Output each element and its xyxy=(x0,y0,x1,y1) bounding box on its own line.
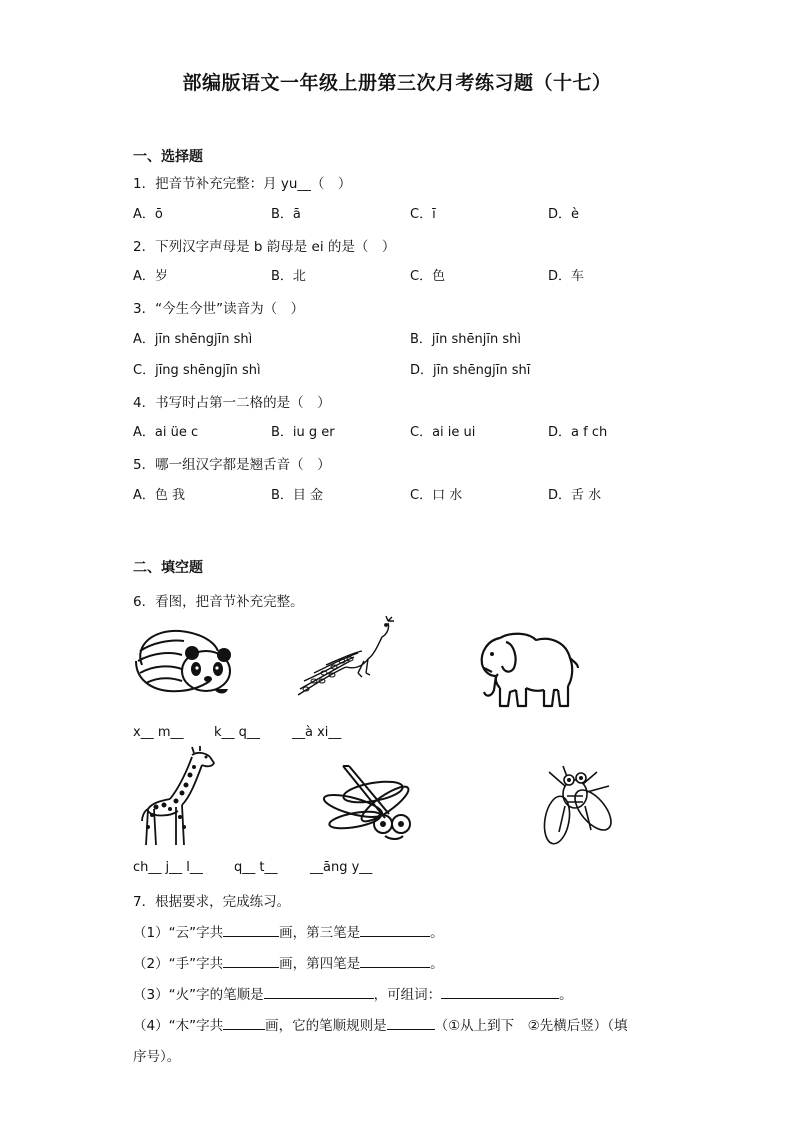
q4-option-b[interactable]: B．iu g er xyxy=(271,425,335,440)
q7-sub2-text-b: 画，第四笔是 xyxy=(279,956,361,972)
q7-sub3-blank-word[interactable] xyxy=(441,984,559,999)
page-title: 部编版语文一年级上册第三次月考练习题（十七） xyxy=(182,72,612,94)
elephant-picture xyxy=(470,628,582,712)
giraffe-picture xyxy=(130,745,220,849)
q1-option-d[interactable]: D．è xyxy=(548,207,580,222)
q7-sub3-text-b: ，可组词： xyxy=(373,987,442,1003)
q4-option-a[interactable]: A．ai üe c xyxy=(133,425,199,440)
q7-sub3-text-a: （3）“火”字的笔顺是 xyxy=(133,987,264,1003)
q7-sub3-blank-stroke-order[interactable] xyxy=(264,984,374,999)
q1-option-a[interactable]: A．ō xyxy=(133,207,163,222)
q6-blank-giraffe[interactable]: ch__ j__ l__ xyxy=(133,860,203,875)
q3-option-a[interactable]: A．jīn shēngjīn shì xyxy=(133,332,253,347)
q6-blank-panda[interactable]: x__ m__ xyxy=(133,725,184,740)
q7-sub2-blank-strokes[interactable] xyxy=(223,953,279,968)
question-3-stem: 3．“今生今世”读音为（ ） xyxy=(133,301,305,317)
q7-sub3 xyxy=(133,983,573,1003)
q7-sub4-text-c: （①从上到下 ②先横后竖）（填 xyxy=(434,1018,628,1034)
q7-sub1 xyxy=(133,921,444,941)
q5-option-a[interactable]: A．色 我 xyxy=(133,488,186,503)
q1-option-c[interactable]: C．ī xyxy=(410,207,436,222)
question-6-stem: 6．看图，把音节补充完整。 xyxy=(133,594,304,610)
q7-sub1-text-a: （1）“云”字共 xyxy=(133,925,224,941)
q7-sub1-blank-third-stroke[interactable] xyxy=(360,922,430,937)
question-4-stem: 4．书写时占第一二格的是（ ） xyxy=(133,395,331,411)
q3-option-d[interactable]: D．jīn shēngjīn shī xyxy=(410,363,531,378)
q7-sub1-blank-strokes[interactable] xyxy=(223,922,279,937)
q7-sub4-text-a: （4）“木”字共 xyxy=(133,1018,224,1034)
panda-picture xyxy=(130,625,238,697)
q7-sub4-continued: 序号）。 xyxy=(133,1049,181,1065)
q7-sub2 xyxy=(133,952,444,972)
q7-sub4-blank-strokes[interactable] xyxy=(223,1015,265,1030)
q7-sub4 xyxy=(133,1014,628,1034)
dragonfly-picture xyxy=(315,762,425,842)
q7-sub1-text-c: 。 xyxy=(430,925,444,941)
q5-option-d[interactable]: D．舌 水 xyxy=(548,488,602,503)
peacock-picture xyxy=(292,615,400,703)
q7-sub4-text-b: 画，它的笔顺规则是 xyxy=(265,1018,387,1034)
q1-option-b[interactable]: B．ā xyxy=(271,207,301,222)
q6-blank-elephant[interactable]: __à xi__ xyxy=(292,725,342,740)
q6-blank-peacock[interactable]: k__ q__ xyxy=(214,725,260,740)
q3-option-b[interactable]: B．jīn shēnjīn shì xyxy=(410,332,521,347)
q7-sub1-text-b: 画，第三笔是 xyxy=(279,925,361,941)
q6-blank-fly[interactable]: __āng y__ xyxy=(310,860,373,875)
q4-option-c[interactable]: C．ai ie ui xyxy=(410,425,476,440)
q7-sub2-blank-fourth-stroke[interactable] xyxy=(360,953,430,968)
q2-option-a[interactable]: A．岁 xyxy=(133,269,168,284)
q7-sub4-blank-rule[interactable] xyxy=(387,1015,435,1030)
q5-option-c[interactable]: C．口 水 xyxy=(410,488,463,503)
question-1-stem: 1．把音节补充完整：月 yu__（ ） xyxy=(133,176,352,192)
q7-sub3-text-c: 。 xyxy=(559,987,573,1003)
q4-option-d[interactable]: D．a f ch xyxy=(548,425,608,440)
fly-picture xyxy=(535,762,617,850)
question-2-stem: 2．下列汉字声母是 b 韵母是 ei 的是（ ） xyxy=(133,239,396,255)
q6-blank-dragonfly[interactable]: q__ t__ xyxy=(234,860,278,875)
section-heading-fill: 二、填空题 xyxy=(133,560,203,576)
q2-option-b[interactable]: B．北 xyxy=(271,269,306,284)
question-7-stem: 7．根据要求，完成练习。 xyxy=(133,894,291,910)
q7-sub2-text-a: （2）“手”字共 xyxy=(133,956,224,972)
q5-option-b[interactable]: B．目 金 xyxy=(271,488,324,503)
section-heading-choice: 一、选择题 xyxy=(133,149,203,165)
q2-option-d[interactable]: D．车 xyxy=(548,269,585,284)
question-5-stem: 5．哪一组汉字都是翘舌音（ ） xyxy=(133,457,331,473)
q2-option-c[interactable]: C．色 xyxy=(410,269,446,284)
q3-option-c[interactable]: C．jīng shēngjīn shì xyxy=(133,363,261,378)
q7-sub2-text-c: 。 xyxy=(430,956,444,972)
